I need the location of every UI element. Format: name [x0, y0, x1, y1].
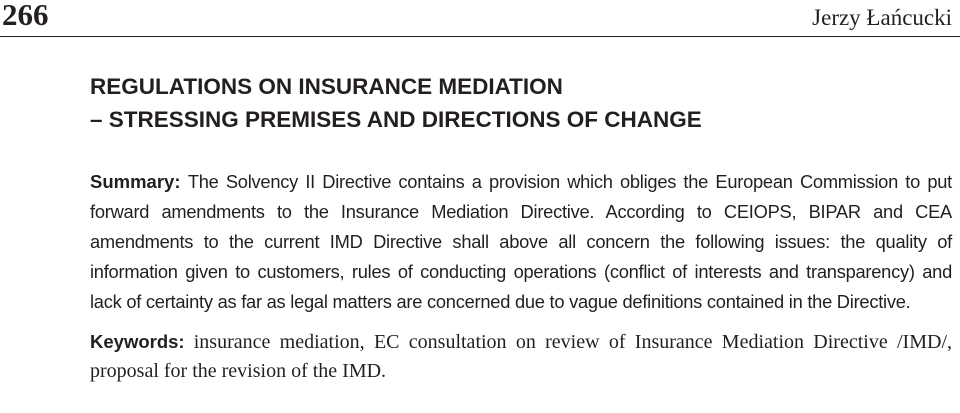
article-title-line-2: – STRESSING PREMISES AND DIRECTIONS OF CHANGE	[90, 107, 702, 132]
keywords-paragraph	[90, 327, 952, 386]
article-title	[90, 70, 950, 136]
summary-paragraph	[90, 167, 952, 317]
summary-label: Summary:	[90, 171, 181, 192]
abstract	[90, 167, 952, 386]
keywords-text: insurance mediation, EC consultation on review of Insurance Mediation Directive /IMD/, proposal for the revision of the IMD.	[90, 331, 952, 382]
article-title-line-1: REGULATIONS ON INSURANCE MEDIATION	[90, 74, 563, 99]
keywords-label: Keywords:	[90, 331, 185, 352]
author-name: Jerzy Łańcucki	[812, 5, 952, 30]
summary-text: The Solvency II Directive contains a provision which obliges the European Commission to put forward amendments to the Insurance Mediation Directive. According to CEIOPS, BIPAR and CEA amendments to the current IMD Directive shall above all concern the following issues: the quality of information given to customers, rules of conducting operations (conflict of interests and transparency) and lack of certainty as far as legal matters are concerned due to vague definitions contained in the Directive.	[90, 171, 952, 312]
page-number: 266	[2, 0, 49, 32]
running-head	[0, 0, 960, 37]
